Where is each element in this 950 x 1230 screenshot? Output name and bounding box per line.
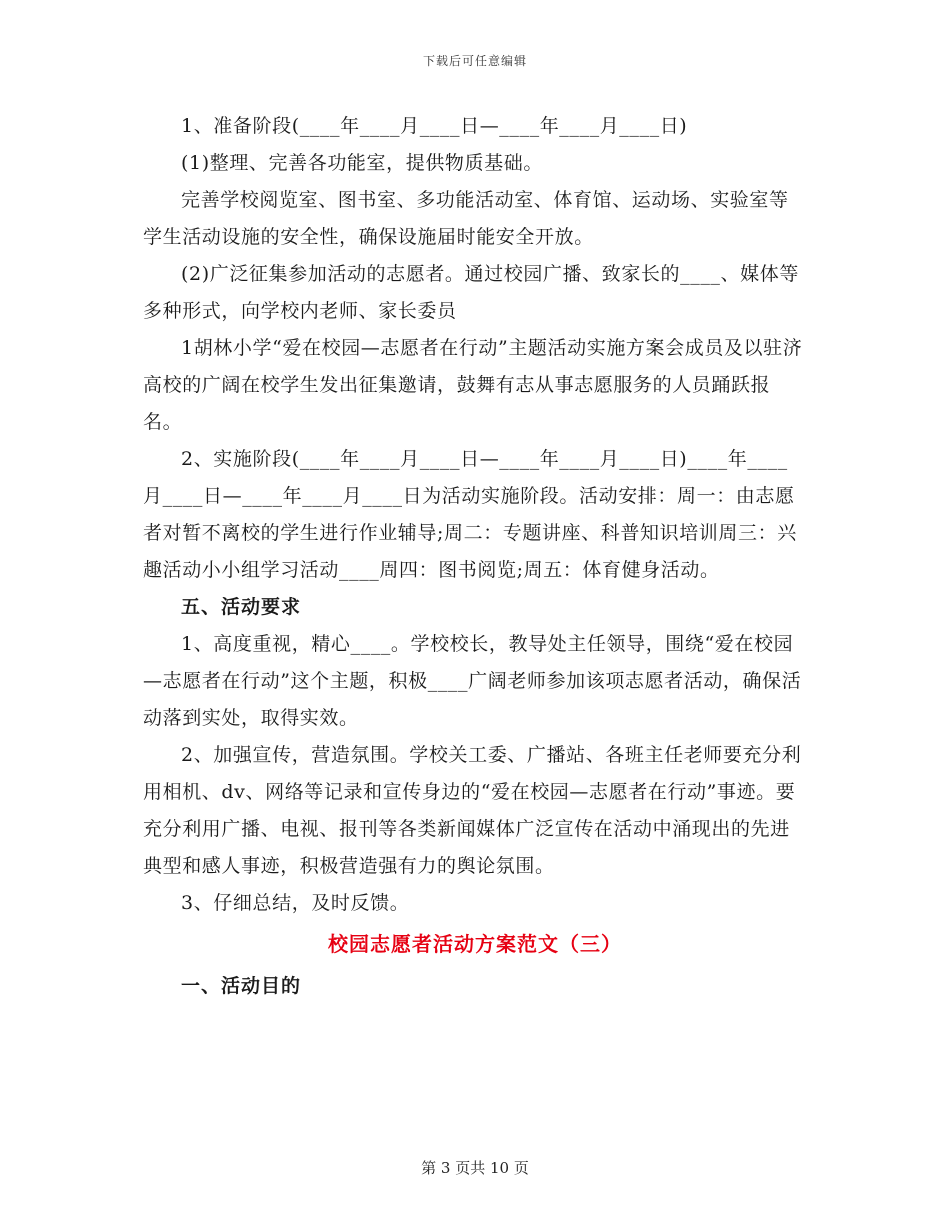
paragraph-requirement-1: 1、高度重视，精心____。学校校长，教导处主任领导，围绕“爱在校园—志愿者在行动”这个主题，积极____广阔老师参加该项志愿者活动，确保活动落到实处，取得实效。: [143, 633, 802, 729]
document-body: [143, 108, 807, 1005]
paragraph-requirement-2: 2、加强宣传，营造氛围。学校关工委、广播站、各班主任老师要充分利用相机、dv、网络等记录和宣传身边的“爱在校园—志愿者在行动”事迹。要充分利用广播、电视、报刊等各类新闻媒体广泛宣传在活动中涌现出的先进典型和感人事迹，积极营造强有力的舆论氛围。: [143, 744, 802, 877]
page-footer: 第 3 页共 10 页: [421, 1159, 529, 1177]
paragraph-facilities: 完善学校阅览室、图书室、多功能活动室、体育馆、运动场、实验室等学生活动设施的安全性，确保设施届时能安全开放。: [143, 189, 789, 248]
paragraph-prep-item-1: (1)整理、完善各功能室，提供物质基础。: [181, 152, 543, 174]
paragraph-recruit: 1胡林小学“爱在校园—志愿者在行动”主题活动实施方案会成员及以驻济高校的广阔在校学生发出征集邀请，鼓舞有志从事志愿服务的人员踊跃报名。: [143, 337, 803, 433]
section-heading-requirements: 五、活动要求: [181, 596, 302, 618]
paragraph-prep-stage: 1、准备阶段(____年____月____日—____年____月____日): [181, 115, 688, 137]
paragraph-implementation-stage: 2、实施阶段(____年____月____日—____年____月____日)____年____月____日—____年____月____日为活动实施阶段。活动安排：周一：由志愿者对暂不离校的学生进行作业辅导;周二：专题讲座、科普知识培训周三：兴趣活动小小组学习活动____周四：图书阅览;周五：体育健身活动。: [143, 448, 797, 581]
section-heading-purpose: 一、活动目的: [181, 975, 302, 997]
paragraph-requirement-3: 3、仔细总结，及时反馈。: [181, 892, 410, 914]
page-header: 下载后可任意编辑: [422, 54, 527, 68]
paragraph-prep-item-2: (2)广泛征集参加活动的志愿者。通过校园广播、致家长的____、媒体等多种形式，向学校内老师、家长委员: [143, 263, 799, 322]
document-subtitle-red: 校园志愿者活动方案范文（三）: [328, 932, 622, 956]
